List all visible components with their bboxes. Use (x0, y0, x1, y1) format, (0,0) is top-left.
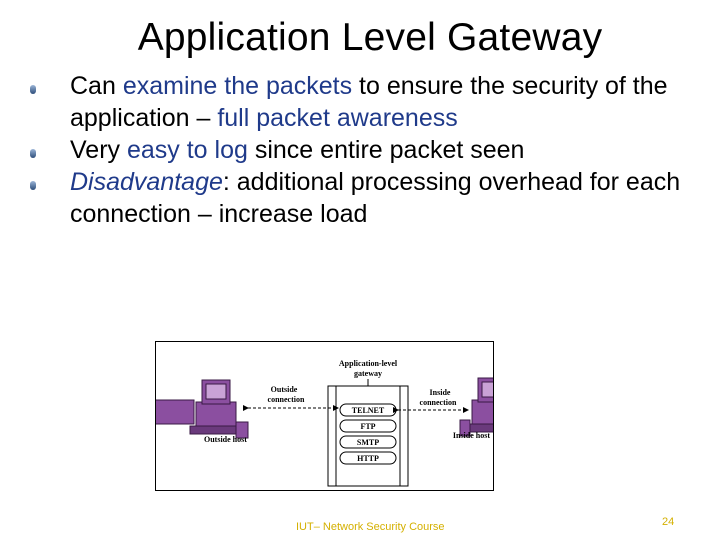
computer-icon (156, 400, 194, 424)
bullet-segment: Very (70, 136, 127, 164)
bullet-segment: easy to log (126, 136, 248, 164)
bullet-item (30, 70, 700, 134)
protocol-smtp (340, 436, 396, 448)
computer-icon (460, 378, 493, 436)
gateway-label: gateway (354, 369, 382, 378)
computer-icon (190, 380, 248, 438)
svg-text:SMTP: SMTP (356, 438, 380, 447)
svg-text:FTP: FTP (360, 422, 376, 431)
outside-connection-label: Outside (270, 385, 298, 394)
gateway-diagram (155, 341, 494, 491)
bullet-dot-icon (30, 149, 36, 158)
bullet-segment: Disadvantage (70, 168, 223, 196)
inside-host-label: Inside host (452, 431, 490, 440)
bullet-segment: to ensure the security of the application – (70, 72, 668, 132)
bullet-item (30, 166, 700, 230)
slide-title: Application Level Gateway (137, 16, 603, 59)
bullet-text (70, 168, 680, 228)
bullet-segment: : additional processing overhead for each connection – increase load (70, 168, 681, 228)
gateway-label: Application-level (338, 359, 398, 368)
bullet-dot-icon (30, 85, 36, 94)
bullet-text (70, 136, 524, 164)
protocol-telnet (340, 404, 396, 416)
svg-text:TELNET: TELNET (351, 406, 385, 415)
footer-text: IUT– Network Security Course (296, 521, 445, 533)
svg-text:HTTP: HTTP (357, 454, 379, 463)
bullet-segment: full packet awareness (217, 104, 458, 132)
bullet-text (70, 72, 668, 132)
protocol-http (340, 452, 396, 464)
outside-host-label: Outside host (204, 435, 247, 444)
bullet-segment: examine the packets (122, 72, 353, 100)
gateway-diagram-svg (156, 342, 493, 490)
protocol-ftp (340, 420, 396, 432)
bullet-dot-icon (30, 181, 36, 190)
page-number: 24 (662, 516, 675, 528)
bullet-segment: Can (70, 72, 123, 100)
outside-connection-label: connection (267, 395, 305, 404)
inside-connection-label: connection (419, 398, 457, 407)
bullet-segment: since entire packet seen (247, 136, 525, 164)
bullet-list (30, 70, 700, 230)
bullet-item (30, 134, 700, 166)
inside-connection-label: Inside (429, 388, 451, 397)
